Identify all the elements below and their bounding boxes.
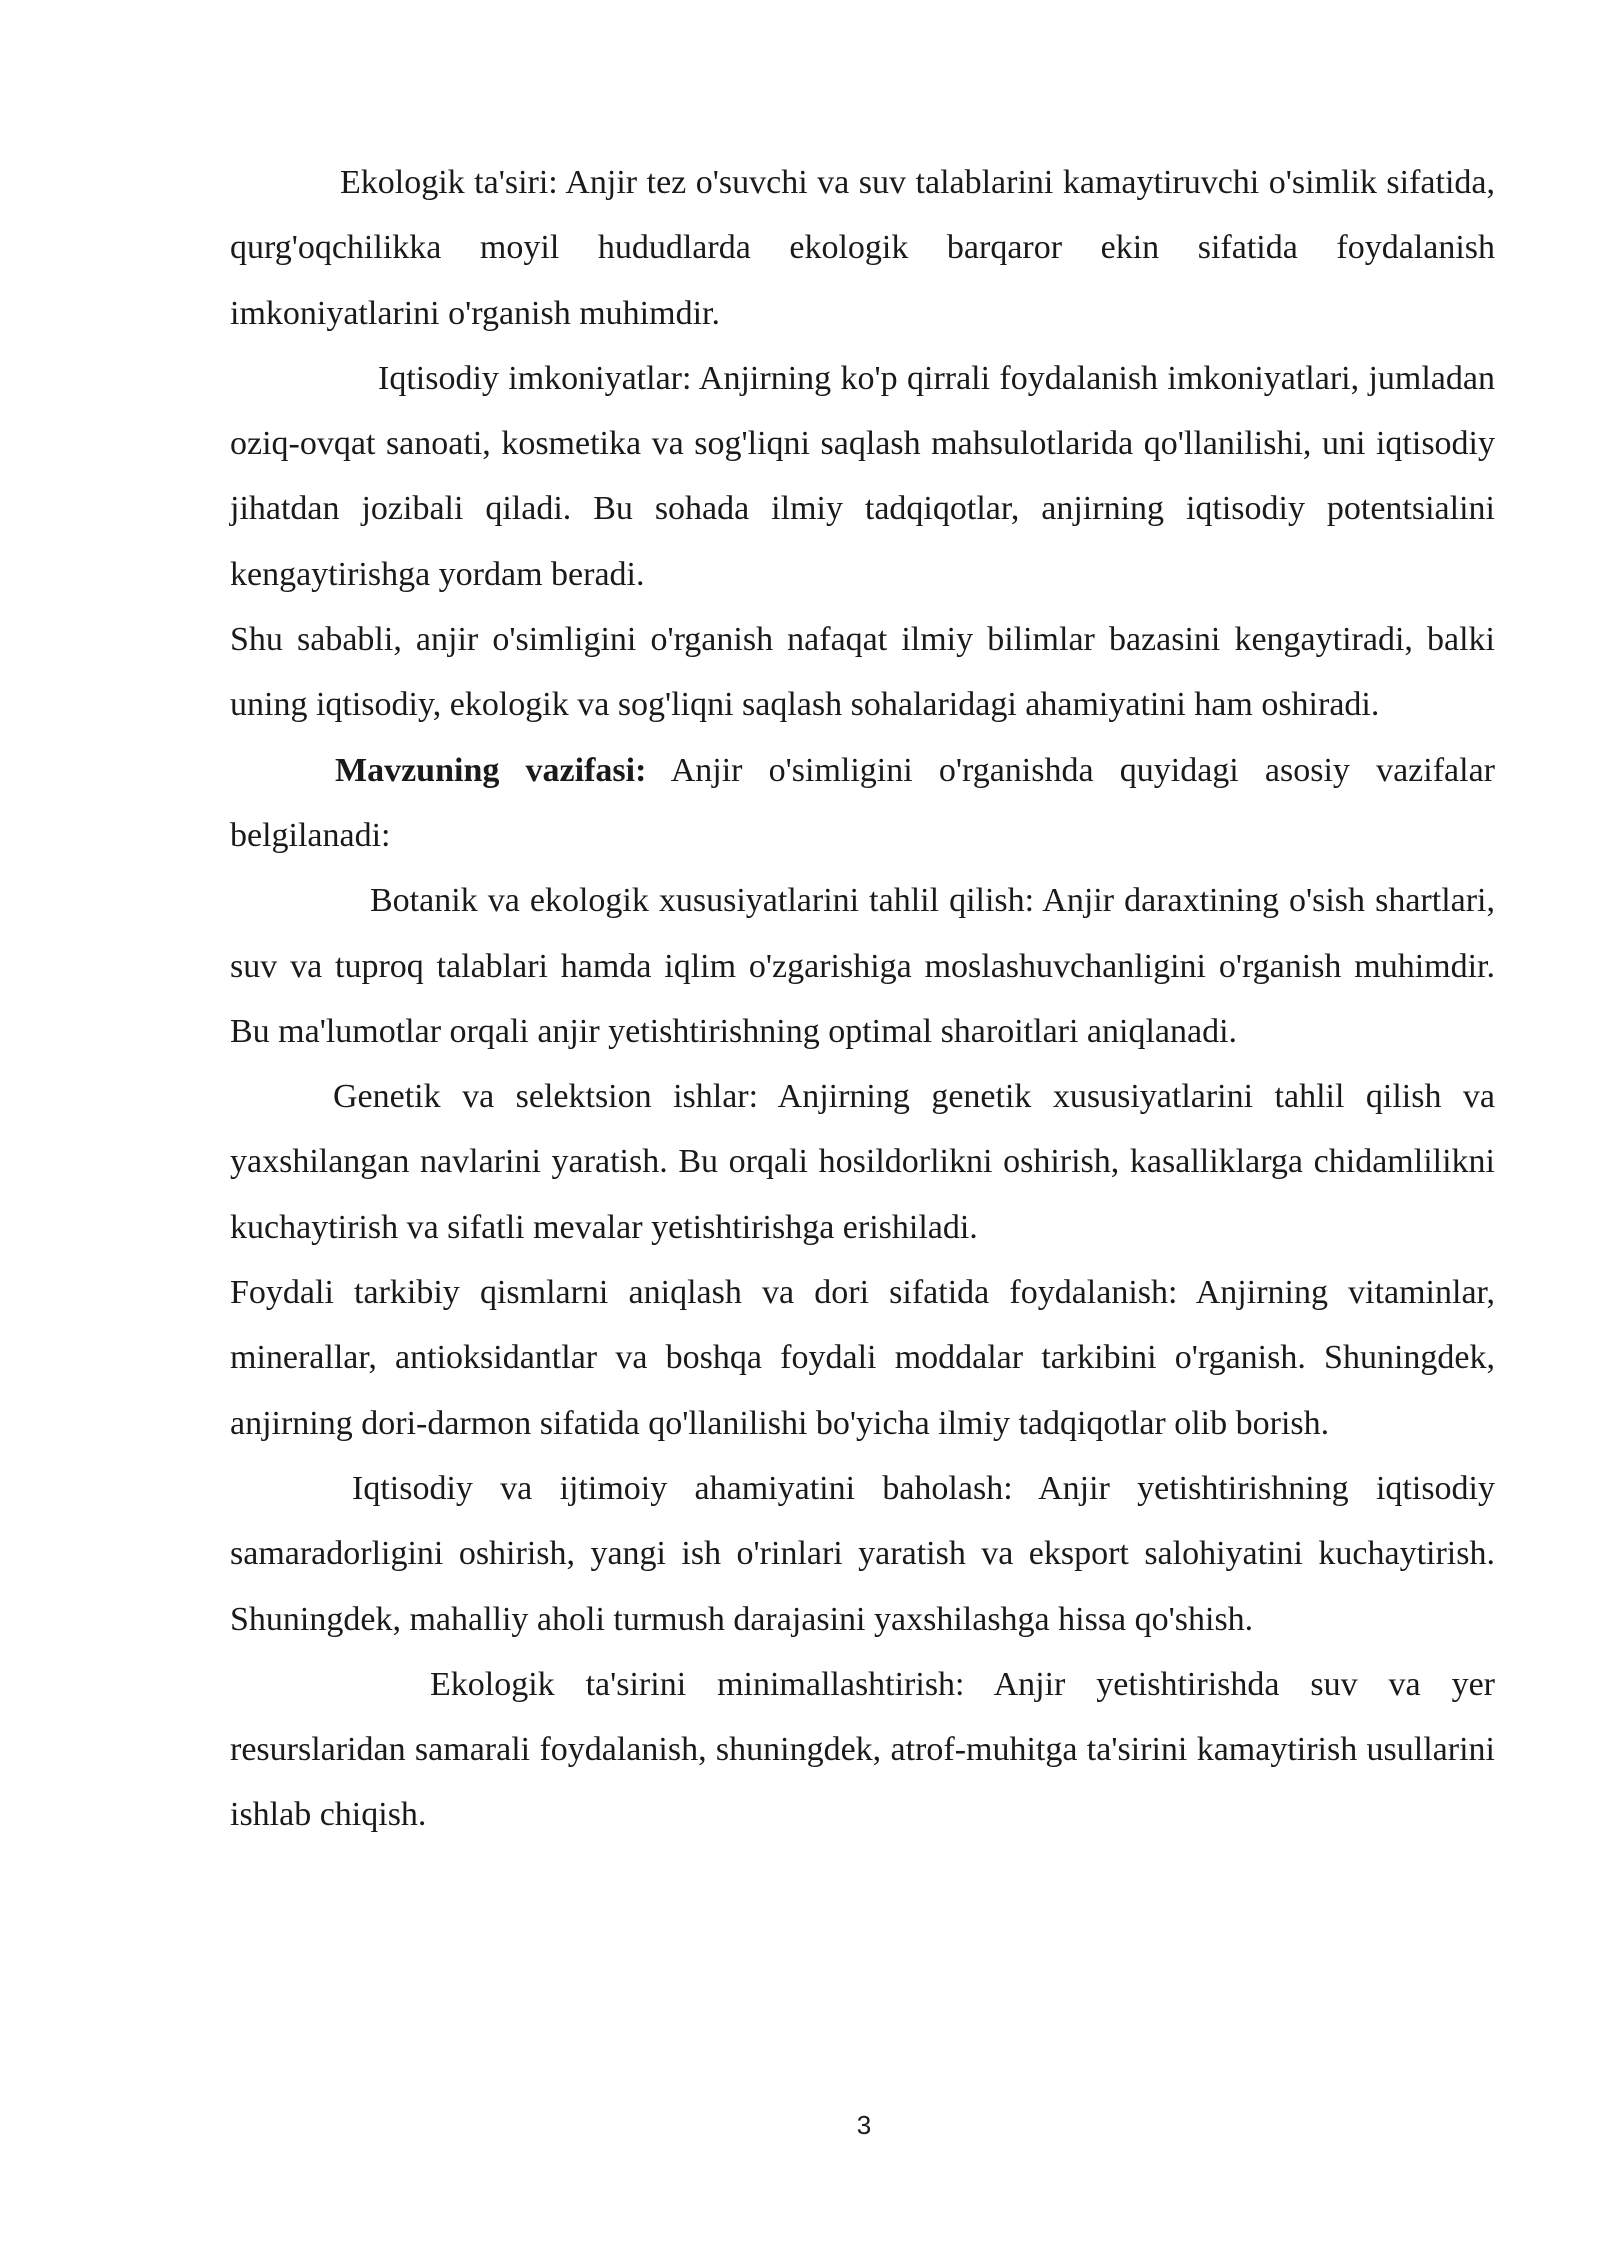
paragraph-conclusion [230,607,1495,738]
paragraph-economic-opportunities [230,346,1495,607]
page-number: 3 [856,2110,872,2140]
paragraph-botanical-analysis [230,868,1495,1064]
paragraph-text: Iqtisodiy va ijtimoiy ahamiyatini baholash: Anjir yetishtirishning iqtisodiy samaradorligini oshirish, yangi ish o'rinlari yaratish va eksport salohiyatini kuchaytirish. Shuningdek, mahalliy aholi turmush darajasini yaxshilashga hissa qo'shish. [230,1469,1495,1638]
paragraph-heading: Mavzuning vazifasi: [335,751,647,789]
paragraph-useful-components [230,1260,1495,1456]
paragraph-text: Anjir o'simligini o'rganishda quyidagi asosiy vazifalar belgilanadi: [230,751,1495,854]
paragraph-ecological-impact [230,150,1495,346]
page-body [230,150,1495,1848]
paragraph-text: Foydali tarkibiy qismlarni aniqlash va dori sifatida foydalanish: Anjirning vitaminlar, minerallar, antioksidantlar va boshqa foydali moddalar tarkibini o'rganish. Shuningdek, anjirning dori-darmon sifatida qo'llanilishi bo'yicha ilmiy tadqiqotlar olib borish. [230,1274,1495,1442]
paragraph-minimize-impact [230,1652,1495,1848]
paragraph-text: Botanik va ekologik xususiyatlarini tahlil qilish: Anjir daraxtining o'sish shartlari, suv va tuproq talablari hamda iqlim o'zgarishiga moslashuvchanligini o'rganish muhimdir. Bu ma'lumotlar orqali anjir yetishtirishning optimal sharoitlari aniqlanadi. [230,882,1495,1050]
paragraph-text: Genetik va selektsion ishlar: Anjirning genetik xususiyatlarini tahlil qilish va yaxshilangan navlarini yaratish. Bu orqali hosildorlikni oshirish, kasalliklarga chidamlilikni kuchaytirish va sifatli mevalar yetishtirishga erishiladi. [230,1078,1495,1246]
paragraph-text: Iqtisodiy imkoniyatlar: Anjirning ko'p qirrali foydalanish imkoniyatlari, jumladan oziq-ovqat sanoati, kosmetika va sog'liqni saqlash mahsulotlarida qo'llanilishi, uni iqtisodiy jihatdan jozibali qiladi. Bu sohada ilmiy tadqiqotlar, anjirning iqtisodiy potentsialini kengaytirishga yordam beradi. [230,359,1495,593]
paragraph-text: Shu sababli, anjir o'simligini o'rganish nafaqat ilmiy bilimlar bazasini kengaytiradi, balki uning iqtisodiy, ekologik va sog'liqni saqlash sohalaridagi ahamiyatini ham oshiradi. [230,621,1495,724]
paragraph-text: Ekologik ta'sirini minimallashtirish: Anjir yetishtirishda suv va yer resurslaridan samarali foydalanish, shuningdek, atrof-muhitga ta'sirini kamaytirish usullarini ishlab chiqish. [230,1665,1495,1834]
paragraph-topic-tasks [230,738,1495,869]
paragraph-text: Ekologik ta'siri: Anjir tez o'suvchi va suv talablarini kamaytiruvchi o'simlik sifatida, qurg'oqchilikka moyil hududlarda ekologik barqaror ekin sifatida foydalanish imkoniyatlarini o'rganish muhimdir. [230,164,1495,332]
paragraph-genetic-selection [230,1064,1495,1260]
paragraph-social-economic-value [230,1456,1495,1652]
